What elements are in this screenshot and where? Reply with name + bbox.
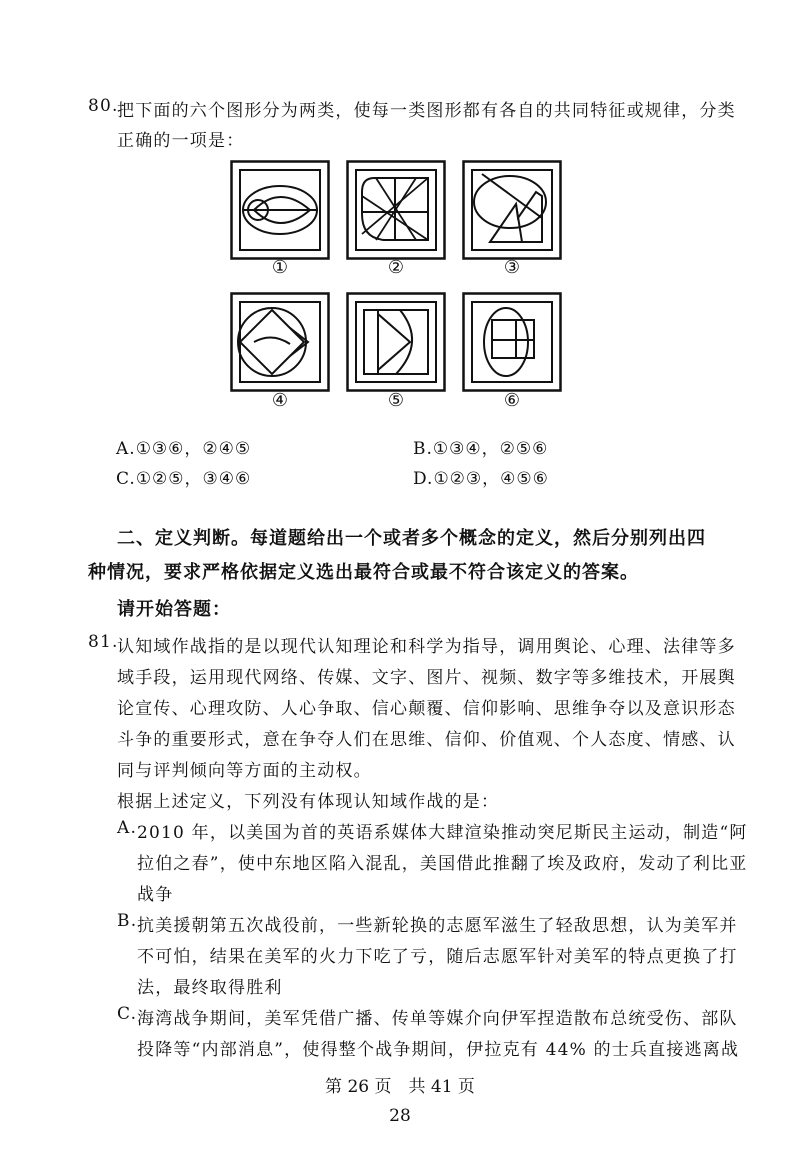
figure-label-4: ④ bbox=[271, 390, 289, 411]
page-of-total: 第 26 页 共 41 页 bbox=[325, 1077, 475, 1097]
q81-prompt: 根据上述定义，下列没有体现认知域作战的是： bbox=[117, 792, 500, 812]
q81-option-b-letter[interactable]: B. bbox=[117, 911, 138, 931]
q81-definition-line: 论宣传、心理攻防、人心争取、信心颠覆、信仰影响、思维争夺以及意识形态 bbox=[117, 699, 736, 719]
option-letter: B. bbox=[413, 439, 433, 459]
q81-definition-line: 认知域作战指的是以现代认知理论和科学为指导，调用舆论、心理、法律等多 bbox=[117, 637, 736, 657]
q81-option-a-line[interactable]: 战争 bbox=[137, 885, 174, 905]
q81-option-b-line[interactable]: 抗美援朝第五次战役前，一些新轮换的志愿军滋生了轻敌思想，认为美军并 bbox=[137, 916, 738, 936]
section-start-prompt: 请开始答题： bbox=[117, 599, 231, 620]
q81-option-a-letter[interactable]: A. bbox=[117, 818, 138, 838]
q80-stem-line2: 正确的一项是： bbox=[117, 131, 245, 151]
option-text: ①③⑥，②④⑤ bbox=[135, 439, 252, 459]
q81-definition-line: 斗争的重要形式，意在争夺人们在思维、信仰、价值观、个人态度、情感、认 bbox=[117, 730, 736, 750]
option-text: ①②⑤，③④⑥ bbox=[135, 469, 252, 489]
option-letter: A. bbox=[116, 439, 136, 459]
option-text: ①③④，②⑤⑥ bbox=[432, 439, 549, 459]
figure-label-6: ⑥ bbox=[503, 390, 521, 411]
figure-label-2: ② bbox=[387, 257, 405, 278]
q81-option-b-line[interactable]: 法，最终取得胜利 bbox=[137, 978, 283, 998]
q80-stem-line1: 把下面的六个图形分为两类，使每一类图形都有各自的共同特征或规律，分类 bbox=[117, 101, 736, 121]
q81-option-c-letter[interactable]: C. bbox=[117, 1004, 138, 1024]
figure-label-5: ⑤ bbox=[387, 390, 405, 411]
figure-4 bbox=[230, 292, 330, 392]
section-heading-line2: 种情况，要求严格依据定义选出最符合或最不符合该定义的答案。 bbox=[88, 562, 639, 583]
q81-option-a-line[interactable]: 拉伯之春”，使中东地区陷入混乱，美国借此推翻了埃及政府，发动了利比亚 bbox=[137, 854, 748, 874]
q81-definition-line: 同与评判倾向等方面的主动权。 bbox=[117, 761, 372, 781]
option-text: ①②③，④⑤⑥ bbox=[433, 469, 549, 489]
q81-option-c-line[interactable]: 投降等“内部消息”，使得整个战争期间，伊拉克有 44% 的士兵直接逃离战 bbox=[137, 1040, 740, 1060]
option-letter: C. bbox=[116, 469, 136, 489]
section-heading-line1: 二、定义判断。每道题给出一个或者多个概念的定义，然后分别列出四 bbox=[117, 528, 706, 549]
figure-label-3: ③ bbox=[503, 257, 521, 278]
q80-option-c[interactable] bbox=[116, 464, 251, 489]
figure-1 bbox=[230, 160, 330, 260]
q80-option-a[interactable] bbox=[116, 434, 251, 459]
q81-option-c-line[interactable]: 海湾战争期间，美军凭借广播、传单等媒介向伊军捏造散布总统受伤、部队 bbox=[137, 1009, 738, 1029]
figure-6 bbox=[462, 292, 562, 392]
q81-definition-line: 域手段，运用现代网络、传媒、文字、图片、视频、数字等多维技术，开展舆 bbox=[117, 668, 736, 688]
figure-3 bbox=[462, 160, 562, 260]
q80-number: 80. bbox=[88, 96, 119, 116]
figure-label-1: ① bbox=[271, 257, 289, 278]
q81-option-b-line[interactable]: 不可怕，结果在美军的火力下吃了亏，随后志愿军针对美军的特点更换了打 bbox=[137, 947, 738, 967]
option-letter: D. bbox=[413, 469, 434, 489]
page-number: 28 bbox=[389, 1106, 411, 1126]
q81-number: 81. bbox=[88, 632, 119, 652]
figure-5 bbox=[346, 292, 446, 392]
q81-option-a-line[interactable]: 2010 年，以美国为首的英语系媒体大肆渲染推动突尼斯民主运动，制造“阿 bbox=[137, 823, 748, 843]
figure-2 bbox=[346, 160, 446, 260]
q80-option-d[interactable] bbox=[413, 464, 549, 489]
q80-option-b[interactable] bbox=[413, 434, 548, 459]
